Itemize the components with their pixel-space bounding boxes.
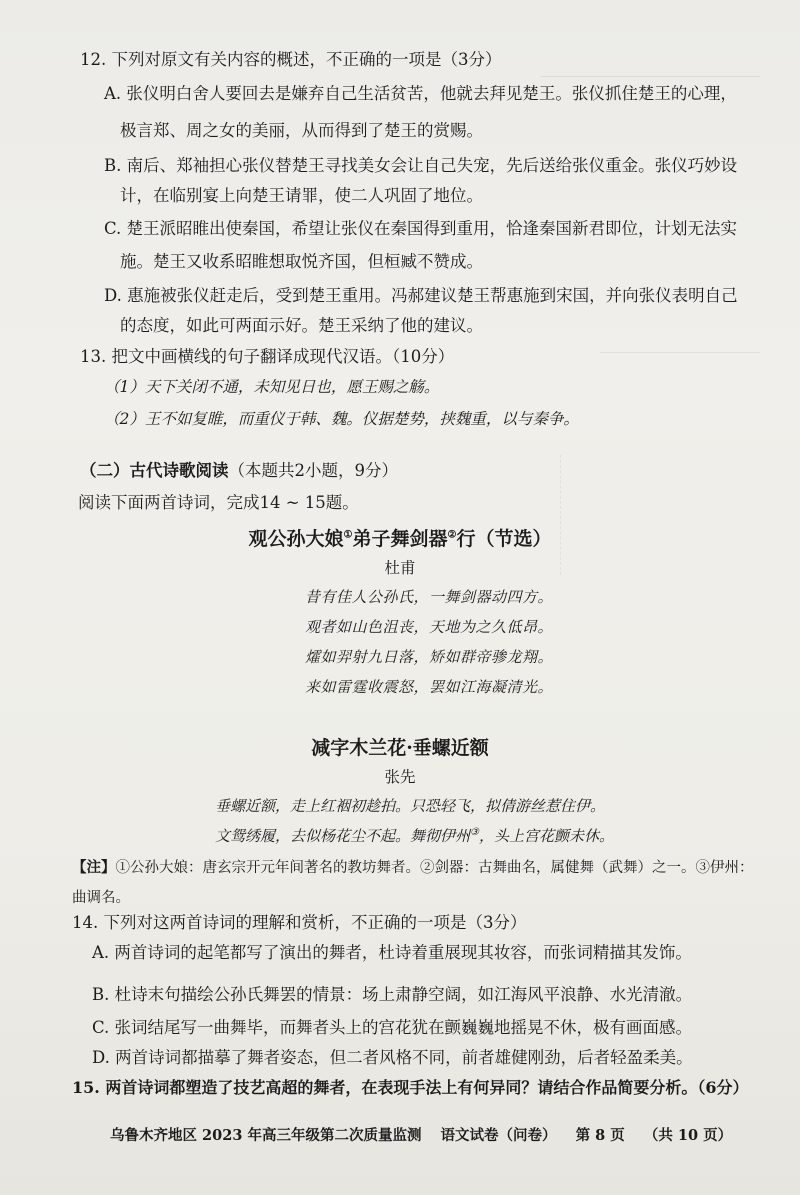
footer-subject: 语文试卷（问卷） xyxy=(440,1127,557,1144)
notes xyxy=(72,856,754,880)
bleed-through xyxy=(540,62,760,77)
poem1-line: 㸌如羿射九日落，矫如群帝骖龙翔。 xyxy=(305,648,554,666)
q14-option-c: C. 张词结尾写一曲舞毕，而舞者头上的宫花犹在颤巍巍地摇晃不休，极有画面感。 xyxy=(92,1018,693,1037)
notes-text: ①公孙大娘：唐玄宗开元年间著名的教坊舞者。②剑器：古舞曲名，属健舞（武舞）之一。③伊州： xyxy=(115,860,754,876)
q12-option-c-cont: 施。楚王又收系昭睢想取悦齐国，但桓臧不赞成。 xyxy=(120,252,483,271)
q12-option-a: A. 张仪明白舍人要回去是嫌弃自己生活贫苦，他就去拜见楚王。张仪抓住楚王的心理， xyxy=(104,84,737,103)
poem1-title-part2: 弟子舞剑器 xyxy=(352,528,448,550)
poem2-title: 减字木兰花·垂螺近额 xyxy=(311,737,489,759)
footnote-marker-1: ① xyxy=(343,529,353,541)
q14-option-b: B. 杜诗末句描绘公孙氏舞罢的情景：场上肃静空阔，如江海风平浪静、水光清澈。 xyxy=(92,985,693,1004)
q12-stem: 12. 下列对原文有关内容的概述，不正确的一项是（3分） xyxy=(80,50,502,69)
poem2-line-2b: ，头上宫花颤未休。 xyxy=(478,827,614,845)
footnote-marker-2: ② xyxy=(447,529,457,541)
section-instruction: 阅读下面两首诗词，完成14 ~ 15题。 xyxy=(78,493,359,512)
page-footer xyxy=(110,1124,746,1145)
notes-cont: 曲调名。 xyxy=(72,890,130,906)
poem1-line: 昔有佳人公孙氏，一舞剑器动四方。 xyxy=(305,588,554,606)
poem2-line: 垂螺近额，走上红裀初趁拍。只恐轻飞，拟倩游丝惹住伊。 xyxy=(215,797,606,815)
q12-option-c: C. 楚王派昭睢出使秦国，希望让张仪在秦国得到重用，恰逢秦国新君即位，计划无法实 xyxy=(104,219,738,238)
q14-stem: 14. 下列对这两首诗词的理解和赏析，不正确的一项是（3分） xyxy=(72,913,527,932)
poem2-author: 张先 xyxy=(384,768,416,786)
q12-option-d-cont: 的态度，如此可两面示好。楚王采纳了他的建议。 xyxy=(120,316,483,335)
poem2-line-2 xyxy=(215,825,614,846)
q12-option-b-cont: 计，在临别宴上向楚王请罪，使二人巩固了地位。 xyxy=(120,186,483,205)
q14-option-d: D. 两首诗词都描摹了舞者姿态，但二者风格不同，前者雄健刚劲，后者轻盈柔美。 xyxy=(92,1048,693,1067)
poem1-line: 观者如山色沮丧，天地为之久低昂。 xyxy=(305,618,554,636)
footer-page-number: 第 8 页 xyxy=(575,1127,625,1144)
section-note: （本题共2小题，9分） xyxy=(228,461,398,480)
q13-sentence-1: （1）天下关闭不通，未知见日也，愿王赐之觞。 xyxy=(104,378,440,396)
poem1-line: 来如雷霆收震怒，罢如江海凝清光。 xyxy=(305,678,554,696)
section-title: （二）古代诗歌阅读 xyxy=(80,461,229,480)
poem2-line-2a: 文鸳绣履，去似杨花尘不起。舞彻伊州 xyxy=(215,827,471,845)
poem1-author: 杜甫 xyxy=(384,559,416,577)
q13-stem: 13. 把文中画横线的句子翻译成现代汉语。（10分） xyxy=(80,347,455,366)
bleed-through xyxy=(600,340,760,353)
section-heading xyxy=(80,459,398,483)
footer-exam-name: 乌鲁木齐地区 2023 年高三年级第二次质量监测 xyxy=(110,1127,422,1144)
poem1-title-part3: 行（节选） xyxy=(456,528,552,550)
poem1-title-part1: 观公孙大娘 xyxy=(248,528,344,550)
poem1-title xyxy=(0,524,800,551)
q12-option-a-cont: 极言郑、周之女的美丽，从而得到了楚王的赏赐。 xyxy=(120,121,483,140)
q12-option-b: B. 南后、郑袖担心张仪替楚王寻找美女会让自己失宠，先后送给张仪重金。张仪巧妙设 xyxy=(104,156,738,175)
footnote-marker-3: ③ xyxy=(470,827,479,838)
q15-stem: 15. 两首诗词都塑造了技艺高超的舞者，在表现手法上有何异同？请结合作品简要分析。（6分） xyxy=(72,1078,749,1097)
q12-option-d: D. 惠施被张仪赶走后，受到楚王重用。冯郝建议楚王帮惠施到宋国，并向张仪表明自己 xyxy=(104,286,738,305)
q13-sentence-2: （2）王不如复睢，而重仪于韩、魏。仪据楚势，挟魏重，以与秦争。 xyxy=(104,410,579,428)
q14-option-a: A. 两首诗词的起笔都写了演出的舞者，杜诗着重展现其妆容，而张词精描其发饰。 xyxy=(92,943,692,962)
notes-label: 【注】 xyxy=(72,859,116,876)
footer-page-total: （共 10 页） xyxy=(643,1127,733,1144)
